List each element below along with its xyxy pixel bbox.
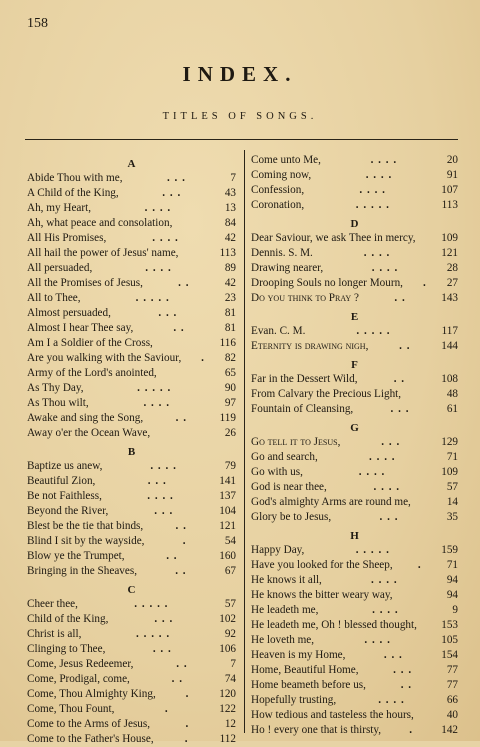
index-entry (27, 291, 236, 306)
song-title: Baptize us anew, (27, 460, 103, 472)
dot-leader: . . . . (363, 247, 391, 259)
dot-leader: . . (166, 550, 178, 562)
dot-leader: . . . . (365, 169, 393, 181)
index-entry (251, 693, 458, 708)
page-ref: 77 (446, 679, 458, 691)
index-entry (27, 351, 236, 366)
index-entry (251, 387, 458, 402)
index-entry (251, 153, 458, 168)
song-title: Go tell it to Jesus, (251, 436, 341, 448)
song-title: God's almighty Arms are round me, (251, 496, 411, 508)
index-entry (251, 510, 458, 525)
dot-leader: . . (393, 373, 406, 385)
song-title: Hopefully trusting, (251, 694, 337, 706)
song-title: Awake and sing the Song, (27, 412, 144, 424)
page-ref: 79 (224, 460, 236, 472)
page-ref: 13 (224, 202, 236, 214)
dot-leader: . . . . (369, 451, 396, 463)
index-entry (27, 216, 236, 231)
index-entry (251, 246, 458, 261)
song-title: Dennis. S. M. (251, 247, 313, 259)
dot-leader: . (182, 535, 187, 547)
index-entry (27, 519, 236, 534)
index-entry (251, 495, 458, 510)
index-entry (27, 231, 236, 246)
dot-leader: . . . (383, 649, 403, 661)
index-entry (27, 642, 236, 657)
column-divider (244, 150, 245, 733)
song-title: All the Promises of Jesus, (27, 277, 143, 289)
dot-leader: . . (175, 412, 188, 424)
index-entry (27, 549, 236, 564)
dot-leader: . . . . . (135, 292, 170, 304)
song-title: He loveth me, (251, 634, 315, 646)
dot-leader: . . . . (143, 397, 171, 409)
song-title: Almost I hear Thee say, (27, 322, 134, 334)
index-entry (27, 411, 236, 426)
dot-leader: . . . (154, 613, 174, 625)
index-entry (251, 450, 458, 465)
song-title: Blow ye the Trumpet, (27, 550, 125, 562)
index-entry (251, 183, 458, 198)
page-ref: 121 (441, 247, 458, 259)
dot-leader: . . (175, 565, 187, 577)
dot-leader: . . (173, 322, 185, 334)
song-title: Christ is all, (27, 628, 82, 640)
page-ref: 81 (224, 307, 236, 319)
song-title: Ah, my Heart, (27, 202, 92, 214)
page-ref: 120 (219, 688, 236, 700)
index-entry (251, 339, 458, 354)
page-ref: 54 (224, 535, 236, 547)
song-title: How tedious and tasteless the hours, (251, 709, 414, 721)
song-title: Come, Prodigal, come, (27, 673, 130, 685)
index-entry (27, 366, 236, 381)
page-ref: 113 (441, 199, 458, 211)
song-title: He knows it all, (251, 574, 322, 586)
page-ref: 143 (441, 292, 458, 304)
index-entry (251, 168, 458, 183)
song-title: A Child of the King, (27, 187, 119, 199)
index-entry (251, 573, 458, 588)
dot-leader: . . (394, 292, 406, 304)
index-entry (251, 648, 458, 663)
page-ref: 42 (224, 232, 236, 244)
dot-leader: . . . . (359, 184, 386, 196)
index-entry (27, 186, 236, 201)
page-ref: 112 (219, 733, 236, 745)
index-entry (251, 558, 458, 573)
index-entry (251, 261, 458, 276)
song-title: Beyond the River, (27, 505, 109, 517)
dot-leader: . . . (381, 436, 401, 448)
song-title: Go with us, (251, 466, 303, 478)
page-ref: 66 (446, 694, 458, 706)
page-ref: 137 (219, 490, 236, 502)
page-ref: 107 (441, 184, 458, 196)
index-entry (251, 480, 458, 495)
index-entry (251, 402, 458, 417)
song-title: God is near thee, (251, 481, 327, 493)
song-title: He knows the bitter weary way, (251, 589, 393, 601)
song-title: All His Promises, (27, 232, 107, 244)
page-ref: 40 (446, 709, 458, 721)
song-title: Heaven is my Home, (251, 649, 346, 661)
dot-leader: . . . (162, 187, 182, 199)
index-entry (27, 201, 236, 216)
page-ref: 109 (441, 232, 458, 244)
index-entry (251, 543, 458, 558)
song-title: Cheer thee, (27, 598, 78, 610)
page-ref: 141 (219, 475, 236, 487)
page-ref: 106 (219, 643, 236, 655)
dot-leader: . . . (158, 307, 178, 319)
page-ref: 23 (224, 292, 236, 304)
song-title: Be not Faithless, (27, 490, 102, 502)
dot-leader: . . . . (373, 481, 401, 493)
dot-leader: . (185, 718, 190, 730)
page-ref: 91 (446, 169, 458, 181)
page-ref: 82 (224, 352, 236, 364)
page-ref: 102 (219, 613, 236, 625)
dot-leader: . . (399, 340, 411, 352)
song-title: Clinging to Thee, (27, 643, 106, 655)
dot-leader: . . . . . (137, 382, 172, 394)
page-ref: 71 (446, 559, 458, 571)
song-title: Away o'er the Ocean Wave, (27, 427, 151, 439)
song-title: Happy Day, (251, 544, 305, 556)
page-ref: 153 (441, 619, 458, 631)
page-ref: 26 (224, 427, 236, 439)
page-ref: 48 (446, 388, 458, 400)
page-ref: 27 (446, 277, 458, 289)
dot-leader: . . . . (145, 262, 172, 274)
section-letter: H (350, 530, 359, 542)
song-title: Child of the King, (27, 613, 109, 625)
page-ref: 94 (446, 589, 458, 601)
index-subtitle: TITLES OF SONGS. (162, 111, 318, 122)
song-title: Come, Thou Fount, (27, 703, 115, 715)
index-entry (27, 396, 236, 411)
dot-leader: . . . (147, 475, 167, 487)
page-ref: 154 (441, 649, 458, 661)
page-ref: 129 (441, 436, 458, 448)
page-ref: 160 (219, 550, 236, 562)
song-title: Ho ! every one that is thirsty, (251, 724, 382, 736)
song-title: Are you walking with the Saviour, (27, 352, 182, 364)
dot-leader: . . . . . (136, 628, 171, 640)
header-rule (25, 139, 458, 140)
dot-leader: . . . . (371, 574, 398, 586)
index-entry (251, 663, 458, 678)
dot-leader: . . . . (364, 634, 391, 646)
dot-leader: . . . (154, 505, 174, 517)
index-entry (27, 489, 236, 504)
song-title: Blest be the tie that binds, (27, 520, 144, 532)
index-entry (27, 246, 236, 261)
song-title: Confession, (251, 184, 305, 196)
dot-leader: . . . . (150, 460, 177, 472)
page-ref: 159 (441, 544, 458, 556)
index-entry (27, 321, 236, 336)
index-entry (27, 426, 236, 441)
song-title: Home beameth before us, (251, 679, 366, 691)
index-entry (251, 723, 458, 738)
page-ref: 71 (446, 451, 458, 463)
page-ref: 9 (452, 604, 458, 616)
page-ref: 113 (219, 247, 236, 259)
page-ref: 94 (446, 574, 458, 586)
page-ref: 35 (446, 511, 458, 523)
song-title: Coronation, (251, 199, 305, 211)
index-entry (27, 474, 236, 489)
dot-leader: . . . . (358, 466, 386, 478)
dot-leader: . . . . (144, 202, 172, 214)
index-entry (27, 717, 236, 732)
song-title: Go and search, (251, 451, 318, 463)
song-title: All persuaded, (27, 262, 93, 274)
index-entry (251, 618, 458, 633)
index-entry (27, 687, 236, 702)
index-entry (251, 231, 458, 246)
section-letter: E (350, 311, 359, 323)
index-entry (27, 657, 236, 672)
song-title: Come unto Me, (251, 154, 321, 166)
song-title: He leadeth me, Oh ! blessed thought, (251, 619, 417, 631)
dot-leader: . (409, 724, 414, 736)
index-entry (251, 633, 458, 648)
dot-leader: . (201, 352, 205, 364)
index-entry (27, 702, 236, 717)
index-entry (27, 171, 236, 186)
dot-leader: . . . . (378, 694, 405, 706)
page-ref: 28 (446, 262, 458, 274)
dot-leader: . . . . . (355, 544, 390, 556)
song-title: Bringing in the Sheaves, (27, 565, 137, 577)
index-entry (27, 627, 236, 642)
page-ref: 20 (446, 154, 458, 166)
index-entry (251, 435, 458, 450)
song-title: Drawing nearer, (251, 262, 324, 274)
index-entry (27, 276, 236, 291)
dot-leader: . . . . (152, 232, 179, 244)
index-entry (251, 588, 458, 603)
dot-leader: . . . . (147, 490, 174, 502)
song-title: Come, Jesus Redeemer, (27, 658, 134, 670)
song-title: Coming now, (251, 169, 312, 181)
index-title: INDEX. (182, 62, 298, 86)
index-entry (27, 306, 236, 321)
index-entry (251, 678, 458, 693)
page-ref: 84 (224, 217, 236, 229)
dot-leader: . . . . . (134, 598, 169, 610)
dot-leader: . . . (390, 403, 410, 415)
section-letter: A (127, 158, 136, 170)
page-ref: 42 (224, 277, 236, 289)
page-ref: 14 (446, 496, 458, 508)
dot-leader: . . . (166, 172, 186, 184)
dot-leader: . (422, 277, 427, 289)
dot-leader: . . (178, 277, 190, 289)
song-title: Home, Beautiful Home, (251, 664, 359, 676)
song-title: All hail the power of Jesus' name, (27, 247, 179, 259)
index-entry (27, 261, 236, 276)
song-title: From Calvary the Precious Light, (251, 388, 402, 400)
song-title: Evan. C. M. (251, 325, 306, 337)
index-entry (251, 198, 458, 213)
page-ref: 142 (441, 724, 458, 736)
index-entry (251, 372, 458, 387)
page-number: 158 (27, 16, 48, 31)
dot-leader: . (185, 688, 190, 700)
index-entry (251, 708, 458, 723)
dot-leader: . . . (152, 643, 172, 655)
song-title: Glory be to Jesus, (251, 511, 332, 523)
index-entry (251, 276, 458, 291)
page-ref: 12 (224, 718, 236, 730)
page-ref: 89 (224, 262, 236, 274)
song-title: Eternity is drawing nigh, (251, 340, 369, 352)
page-ref: 90 (224, 382, 236, 394)
page-ref: 144 (441, 340, 458, 352)
dot-leader: . . (400, 679, 413, 691)
page-ref: 77 (446, 664, 458, 676)
page-ref: 109 (441, 466, 458, 478)
page-ref: 119 (219, 412, 236, 424)
index-entry (251, 603, 458, 618)
song-title: Drooping Souls no longer Mourn, (251, 277, 403, 289)
page-ref: 43 (224, 187, 236, 199)
section-letter: G (350, 422, 359, 434)
page-ref: 97 (224, 397, 236, 409)
dot-leader: . . . . (370, 154, 398, 166)
page-ref: 116 (219, 337, 236, 349)
index-entry (27, 732, 236, 747)
dot-leader: . . . (379, 511, 399, 523)
dot-leader: . (184, 733, 189, 745)
dot-leader: . (417, 559, 422, 571)
page-ref: 105 (441, 634, 458, 646)
song-title: Far in the Dessert Wild, (251, 373, 358, 385)
index-entry (27, 504, 236, 519)
song-title: Dear Saviour, we ask Thee in mercy, (251, 232, 416, 244)
page-ref: 57 (446, 481, 458, 493)
song-title: Army of the Lord's anointed, (27, 367, 157, 379)
index-entry (27, 336, 236, 351)
page-ref: 121 (219, 520, 236, 532)
page-ref: 67 (224, 565, 236, 577)
dot-leader: . . . . (371, 262, 399, 274)
page-ref: 7 (230, 172, 236, 184)
page-ref: 74 (224, 673, 236, 685)
song-title: Do you think to Pray ? (251, 292, 359, 304)
page-ref: 117 (441, 325, 458, 337)
index-entry (27, 612, 236, 627)
song-title: Abide Thou with me, (27, 172, 123, 184)
index-entry (27, 597, 236, 612)
page-ref: 65 (224, 367, 236, 379)
dot-leader: . . . . . (356, 325, 391, 337)
right-column (251, 153, 458, 738)
page-ref: 57 (224, 598, 236, 610)
page-ref: 108 (441, 373, 458, 385)
song-title: Beautiful Zion, (27, 475, 96, 487)
song-title: Have you looked for the Sheep, (251, 559, 393, 571)
page-ref: 81 (224, 322, 236, 334)
dot-leader: . . (175, 520, 187, 532)
section-letter: C (127, 584, 136, 596)
page-ref: 61 (446, 403, 458, 415)
section-letter: F (351, 359, 358, 371)
song-title: Come to the Father's House, (27, 733, 154, 745)
song-title: Almost persuaded, (27, 307, 111, 319)
index-entry (27, 672, 236, 687)
page-ref: 104 (219, 505, 236, 517)
song-title: Come, Thou Almighty King, (27, 688, 156, 700)
section-letter: D (350, 218, 359, 230)
song-title: Come to the Arms of Jesus, (27, 718, 151, 730)
page-ref: 122 (219, 703, 236, 715)
dot-leader: . . . . (372, 604, 399, 616)
left-column (27, 153, 236, 747)
song-title: Fountain of Cleansing, (251, 403, 354, 415)
page-ref: 7 (230, 658, 236, 670)
index-entry (27, 564, 236, 579)
page-ref: 92 (224, 628, 236, 640)
index-entry (27, 459, 236, 474)
index-entry (27, 534, 236, 549)
song-title: All to Thee, (27, 292, 81, 304)
dot-leader: . . . . . (355, 199, 390, 211)
dot-leader: . (164, 703, 169, 715)
song-title: Am I a Soldier of the Cross, (27, 337, 153, 349)
song-title: He leadeth me, (251, 604, 319, 616)
song-title: As Thou wilt, (27, 397, 89, 409)
index-entry (251, 291, 458, 306)
song-title: Blind I sit by the wayside, (27, 535, 145, 547)
song-title: As Thy Day, (27, 382, 84, 394)
dot-leader: . . (176, 658, 188, 670)
dot-leader: . . . (393, 664, 413, 676)
index-entry (251, 465, 458, 480)
index-entry (27, 381, 236, 396)
dot-leader: . . (171, 673, 184, 685)
index-entry (251, 324, 458, 339)
song-title: Ah, what peace and consolation, (27, 217, 173, 229)
section-letter: B (127, 446, 136, 458)
